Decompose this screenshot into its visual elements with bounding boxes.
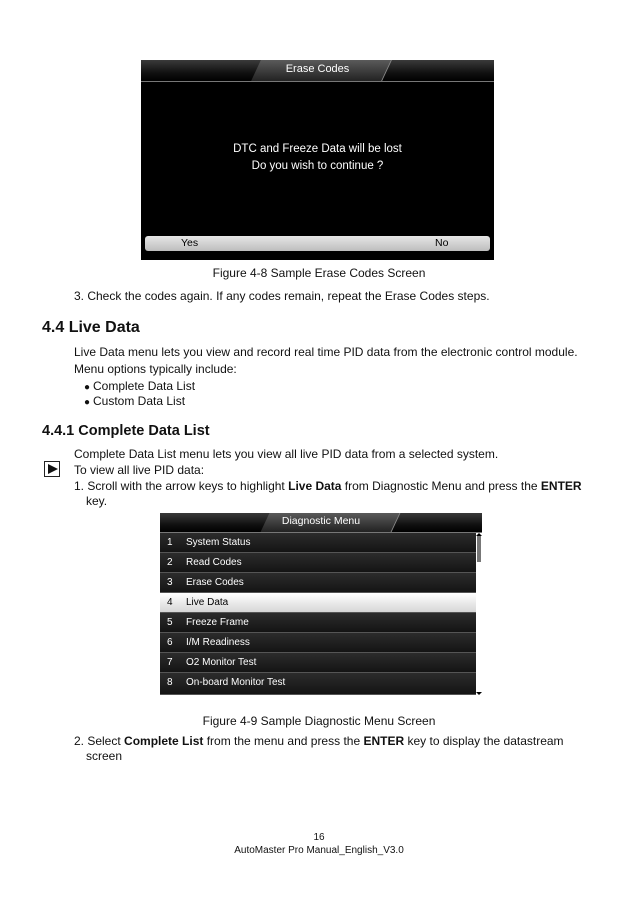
live-data-intro: Live Data menu lets you view and record real time PID data from the electronic control module.: [74, 345, 578, 359]
menu-item-system-status[interactable]: 1 System Status: [160, 533, 476, 553]
scrollbar[interactable]: [476, 533, 482, 695]
button-bar: [145, 236, 490, 251]
bullet-label: Complete Data List: [93, 379, 196, 393]
bullet-item: ● Complete Data List: [84, 379, 196, 393]
play-icon: [44, 461, 60, 477]
step-1-continued: key.: [86, 494, 108, 508]
step-1-text: 1. Scroll with the arrow keys to highlight Live Data from Diagnostic Menu and press the ENTER: [74, 479, 582, 493]
live-data-bold: Live Data: [288, 479, 342, 493]
menu-item-live-data[interactable]: 4 Live Data: [160, 593, 476, 613]
scroll-down-icon[interactable]: [476, 692, 482, 695]
figure-4-8-caption: Figure 4-8 Sample Erase Codes Screen: [212, 266, 426, 280]
message-line-2: Do you wish to continue ?: [251, 160, 384, 172]
screen-title: Diagnostic Menu: [281, 515, 361, 527]
enter-bold: ENTER: [363, 734, 405, 748]
bullet-label: Custom Data List: [93, 394, 186, 408]
manual-name: AutoMaster Pro Manual_English_V3.0: [234, 845, 404, 856]
message-line-1: DTC and Freeze Data will be lost: [233, 143, 402, 155]
complete-data-list-intro: Complete Data List menu lets you view all live PID data from a selected system.: [74, 447, 499, 461]
to-view-text: To view all live PID data:: [74, 463, 205, 477]
no-button[interactable]: No: [435, 237, 449, 249]
step-2-text: 2. Select Complete List from the menu and press the ENTER key to display the datastream: [74, 734, 564, 748]
page-number: 16: [313, 832, 325, 843]
menu-item-freeze-frame[interactable]: 5 Freeze Frame: [160, 613, 476, 633]
step-3-text: 3. Check the codes again. If any codes remain, repeat the Erase Codes steps.: [74, 289, 490, 303]
step-2-continued: screen: [86, 749, 123, 763]
section-4-4-heading: 4.4 Live Data: [42, 319, 140, 336]
menu-item-im-readiness[interactable]: 6 I/M Readiness: [160, 633, 476, 653]
complete-list-bold: Complete List: [124, 734, 204, 748]
screen-title: Erase Codes: [285, 63, 350, 75]
yes-button[interactable]: Yes: [181, 237, 199, 249]
diagnostic-menu-screen: [160, 513, 482, 695]
scroll-thumb[interactable]: [477, 536, 481, 562]
bullet-item: ● Custom Data List: [84, 394, 186, 408]
erase-codes-screen: [141, 60, 494, 260]
menu-options-intro: Menu options typically include:: [74, 362, 237, 376]
menu-item-o2-monitor-test[interactable]: 7 O2 Monitor Test: [160, 653, 476, 673]
menu-item-onboard-monitor-test[interactable]: 8 On-board Monitor Test: [160, 673, 476, 695]
section-4-4-1-heading: 4.4.1 Complete Data List: [42, 423, 210, 439]
figure-4-9-caption: Figure 4-9 Sample Diagnostic Menu Screen: [202, 714, 436, 728]
menu-item-read-codes[interactable]: 2 Read Codes: [160, 553, 476, 573]
menu-item-erase-codes[interactable]: 3 Erase Codes: [160, 573, 476, 593]
enter-bold: ENTER: [540, 479, 582, 493]
erase-warning-message: [141, 141, 494, 175]
